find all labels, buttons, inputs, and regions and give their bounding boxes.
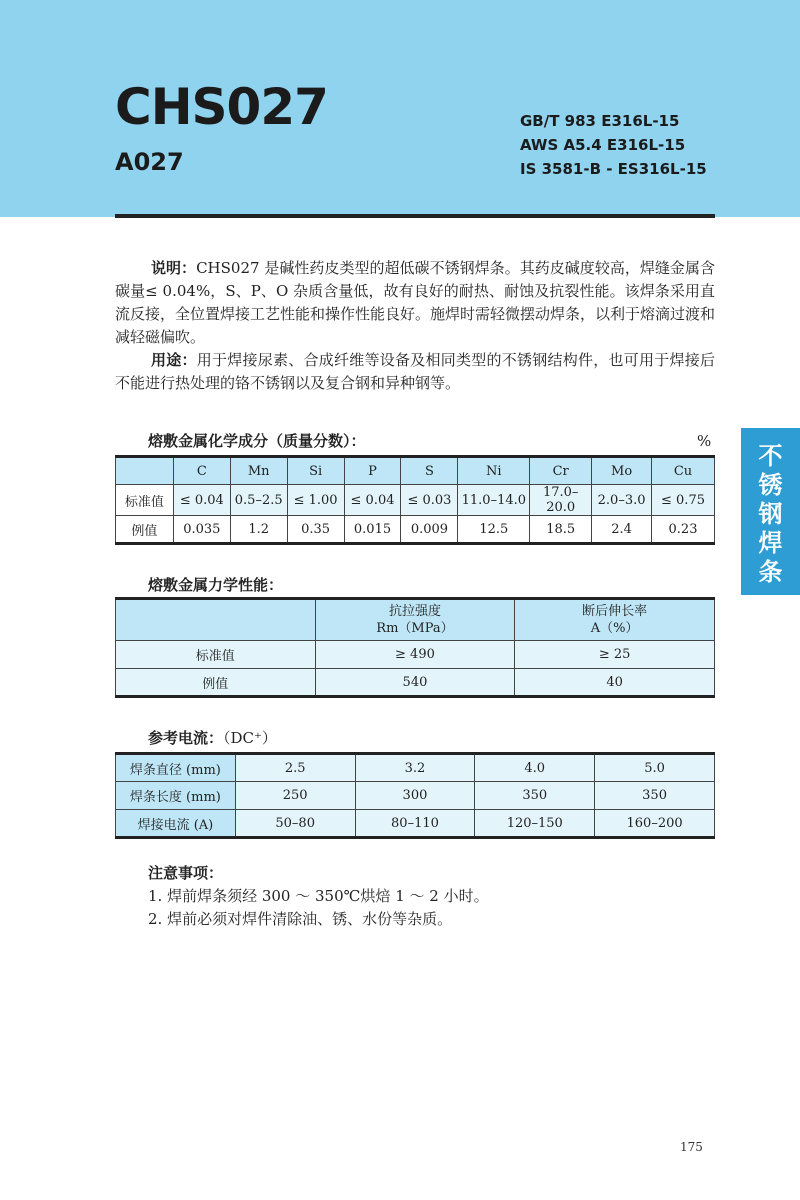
usage-label: 用途： [151, 351, 197, 369]
product-code: CHS027 [115, 78, 328, 136]
current-table [115, 752, 715, 839]
current-cell: 4.0 [475, 754, 595, 782]
chem-header-cell: Cu [652, 457, 715, 485]
current-cell: 3.2 [355, 754, 475, 782]
mech-header-elongation: 断后伸长率 [582, 604, 648, 619]
chem-table [115, 455, 715, 545]
current-title-text: 参考电流： [148, 729, 224, 747]
chem-header-cell: C [173, 457, 230, 485]
mech-cell: ≥ 490 [315, 641, 515, 669]
current-title [148, 727, 277, 748]
description-text: CHS027 是碱性药皮类型的超低碳不锈钢焊条。其药皮碱度较高，焊缝金属含碳量≤ 0.04%，S、P、O 杂质含量低，故有良好的耐热、耐蚀及抗裂性能。该焊条采用直流反接，全位置焊接工艺性能和操作性能良好。施焊时需轻微摆动焊条，以利于熔滴过渡和减轻磁偏吹。 [115, 259, 716, 346]
side-tab-char: 不 [758, 442, 783, 470]
mech-header-cell [515, 599, 715, 641]
chem-cell: ≤ 0.03 [401, 485, 458, 516]
mech-header-row [116, 599, 715, 641]
chem-row-example [116, 516, 715, 544]
mech-cell: 例值 [116, 669, 316, 697]
current-cell: 120–150 [475, 810, 595, 838]
chem-header-cell [116, 457, 174, 485]
mech-header-tensile: 抗拉强度 [388, 604, 441, 619]
chem-cell: 0.009 [401, 516, 458, 544]
mech-cell: 40 [515, 669, 715, 697]
chem-header-cell: P [344, 457, 401, 485]
page-number: 175 [680, 1140, 703, 1154]
chem-cell: 18.5 [530, 516, 592, 544]
description [115, 257, 715, 395]
chem-cell: 0.035 [173, 516, 230, 544]
chem-cell: ≤ 0.04 [173, 485, 230, 516]
current-cell: 2.5 [235, 754, 355, 782]
description-label: 说明： [151, 259, 197, 277]
chem-cell: 11.0–14.0 [458, 485, 530, 516]
mech-header-tensile-unit: Rm（MPa） [376, 621, 454, 636]
chem-cell: 1.2 [230, 516, 287, 544]
notes-title: 注意事项： [148, 864, 224, 882]
current-cell: 350 [595, 782, 715, 810]
side-tab-char: 锈 [758, 471, 783, 499]
mech-cell: 标准值 [116, 641, 316, 669]
chem-header-row [116, 457, 715, 485]
standards-list [520, 109, 707, 181]
current-cell: 焊条长度 (mm) [116, 782, 236, 810]
current-cell: 350 [475, 782, 595, 810]
current-cell: 80–110 [355, 810, 475, 838]
standard-gb: GB/T 983 E316L-15 [520, 112, 680, 130]
header-band [0, 0, 800, 217]
current-cell: 焊条直径 (mm) [116, 754, 236, 782]
chem-header-cell: Mn [230, 457, 287, 485]
chem-header-cell: Si [287, 457, 344, 485]
header-rule [115, 214, 715, 218]
description-para [115, 257, 715, 349]
chem-cell: 0.5–2.5 [230, 485, 287, 516]
current-cell: 焊接电流 (A) [116, 810, 236, 838]
mech-row-standard [116, 641, 715, 669]
chem-cell: 0.35 [287, 516, 344, 544]
chem-cell: 例值 [116, 516, 174, 544]
current-row-diameter [116, 754, 715, 782]
mech-header-elongation-unit: A（%） [590, 621, 639, 636]
chem-cell: ≤ 1.00 [287, 485, 344, 516]
current-row-length [116, 782, 715, 810]
chem-header-cell: Mo [592, 457, 652, 485]
side-tab-char: 条 [758, 558, 783, 586]
side-tab [741, 428, 800, 595]
chem-cell: 17.0–20.0 [530, 485, 592, 516]
current-polarity: （DC⁺） [223, 729, 277, 747]
chem-cell: 2.0–3.0 [592, 485, 652, 516]
mech-row-example [116, 669, 715, 697]
current-cell: 250 [235, 782, 355, 810]
chem-row-standard [116, 485, 715, 516]
current-cell: 160–200 [595, 810, 715, 838]
current-cell: 5.0 [595, 754, 715, 782]
mech-header-cell [315, 599, 515, 641]
chem-title: 熔敷金属化学成分（质量分数）： [148, 432, 366, 450]
chem-cell: 0.015 [344, 516, 401, 544]
chem-header-cell: Ni [458, 457, 530, 485]
standard-is: IS 3581-B - ES316L-15 [520, 160, 707, 178]
mech-header-cell [116, 599, 316, 641]
side-tab-char: 钢 [758, 500, 783, 528]
note-item: 2. 焊前必须对焊件清除油、锈、水份等杂质。 [148, 910, 453, 928]
note-item: 1. 焊前焊条须经 300 ～ 350℃烘焙 1 ～ 2 小时。 [148, 887, 489, 905]
mech-cell: ≥ 25 [515, 641, 715, 669]
chem-unit: % [697, 432, 712, 450]
chem-cell: 标准值 [116, 485, 174, 516]
current-cell: 50–80 [235, 810, 355, 838]
side-tab-char: 焊 [758, 529, 783, 557]
mech-title: 熔敷金属力学性能： [148, 576, 284, 594]
current-row-amps [116, 810, 715, 838]
mech-table [115, 597, 715, 698]
chem-header-cell: S [401, 457, 458, 485]
notes [148, 862, 489, 931]
usage-para [115, 349, 715, 395]
chem-header-cell: Cr [530, 457, 592, 485]
mech-cell: 540 [315, 669, 515, 697]
chem-cell: ≤ 0.04 [344, 485, 401, 516]
usage-text: 用于焊接尿素、合成纤维等设备及相同类型的不锈钢结构件，也可用于焊接后不能进行热处理的铬不锈钢以及复合钢和异种钢等。 [115, 351, 715, 392]
grade-code: A027 [115, 148, 184, 176]
chem-cell: 0.23 [652, 516, 715, 544]
current-cell: 300 [355, 782, 475, 810]
chem-cell: 12.5 [458, 516, 530, 544]
standard-aws: AWS A5.4 E316L-15 [520, 136, 686, 154]
chem-cell: 2.4 [592, 516, 652, 544]
chem-cell: ≤ 0.75 [652, 485, 715, 516]
